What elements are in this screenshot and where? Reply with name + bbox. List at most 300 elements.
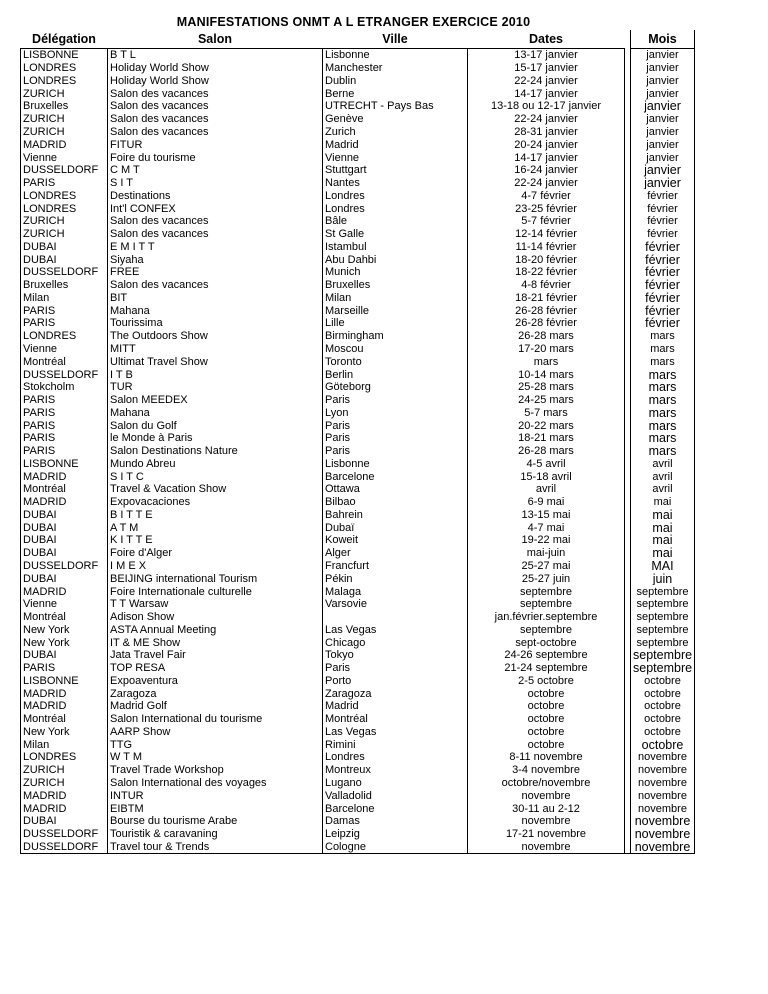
- cell-salon: IT & ME Show: [108, 636, 323, 649]
- cell-mois: novembre: [631, 764, 695, 777]
- cell-delegation: Vienne: [21, 151, 108, 164]
- cell-ville: Chicago: [323, 636, 468, 649]
- cell-delegation: New York: [21, 726, 108, 739]
- cell-ville: Moscou: [323, 343, 468, 356]
- cell-dates: 22-24 janvier: [468, 75, 625, 88]
- table-row: [21, 700, 695, 713]
- cell-mois: janvier: [631, 126, 695, 139]
- cell-salon: W T M: [108, 751, 323, 764]
- cell-delegation: DUSSELDORF: [21, 266, 108, 279]
- cell-salon: Bourse du tourisme Arabe: [108, 815, 323, 828]
- table-row: [21, 445, 695, 458]
- table-row: [21, 636, 695, 649]
- cell-delegation: Bruxelles: [21, 100, 108, 113]
- cell-mois: février: [631, 215, 695, 228]
- cell-mois: février: [631, 240, 695, 253]
- cell-dates: 24-25 mars: [468, 394, 625, 407]
- cell-dates: novembre: [468, 789, 625, 802]
- cell-delegation: MADRID: [21, 585, 108, 598]
- cell-delegation: Montréal: [21, 611, 108, 624]
- cell-mois: janvier: [631, 138, 695, 151]
- cell-salon: Mahana: [108, 304, 323, 317]
- cell-salon: S I T C: [108, 470, 323, 483]
- cell-salon: Siyaha: [108, 253, 323, 266]
- cell-ville: Istambul: [323, 240, 468, 253]
- cell-salon: Ultimat Travel Show: [108, 355, 323, 368]
- cell-dates: mai-juin: [468, 547, 625, 560]
- cell-dates: sept-octobre: [468, 636, 625, 649]
- cell-delegation: Vienne: [21, 598, 108, 611]
- cell-delegation: LISBONNE: [21, 49, 108, 62]
- cell-salon: Mundo Abreu: [108, 458, 323, 471]
- cell-ville: Göteborg: [323, 381, 468, 394]
- cell-delegation: DUSSELDORF: [21, 368, 108, 381]
- cell-ville: Alger: [323, 547, 468, 560]
- cell-salon: BEIJING international Tourism: [108, 572, 323, 585]
- cell-salon: Expoaventura: [108, 675, 323, 688]
- cell-mois: janvier: [631, 62, 695, 75]
- cell-mois: février: [631, 317, 695, 330]
- cell-salon: Salon des vacances: [108, 126, 323, 139]
- cell-delegation: ZURICH: [21, 113, 108, 126]
- cell-ville: Bilbao: [323, 496, 468, 509]
- cell-salon: Madrid Golf: [108, 700, 323, 713]
- cell-dates: 26-28 mars: [468, 330, 625, 343]
- cell-delegation: MADRID: [21, 700, 108, 713]
- table-row: [21, 87, 695, 100]
- cell-ville: Abu Dahbi: [323, 253, 468, 266]
- cell-salon: Salon MEEDEX: [108, 394, 323, 407]
- cell-mois: mars: [631, 381, 695, 394]
- cell-dates: octobre: [468, 738, 625, 751]
- cell-delegation: DUSSELDORF: [21, 840, 108, 853]
- cell-delegation: DUBAI: [21, 649, 108, 662]
- cell-delegation: DUSSELDORF: [21, 164, 108, 177]
- cell-dates: 17-20 mars: [468, 343, 625, 356]
- cell-delegation: DUBAI: [21, 253, 108, 266]
- table-row: [21, 177, 695, 190]
- table-row: [21, 789, 695, 802]
- cell-ville: Londres: [323, 202, 468, 215]
- table-row: [21, 126, 695, 139]
- cell-mois: janvier: [631, 100, 695, 113]
- table-row: [21, 75, 695, 88]
- cell-salon: Adison Show: [108, 611, 323, 624]
- cell-ville: Londres: [323, 751, 468, 764]
- table-row: [21, 470, 695, 483]
- cell-ville: UTRECHT - Pays Bas: [323, 100, 468, 113]
- cell-dates: 22-24 janvier: [468, 113, 625, 126]
- cell-salon: The Outdoors Show: [108, 330, 323, 343]
- cell-delegation: DUBAI: [21, 815, 108, 828]
- cell-dates: novembre: [468, 840, 625, 853]
- cell-delegation: New York: [21, 623, 108, 636]
- cell-dates: septembre: [468, 598, 625, 611]
- cell-ville: Lisbonne: [323, 458, 468, 471]
- table-row: [21, 687, 695, 700]
- cell-mois: avril: [631, 483, 695, 496]
- cell-delegation: Vienne: [21, 343, 108, 356]
- cell-dates: 15-18 avril: [468, 470, 625, 483]
- table-row: [21, 534, 695, 547]
- cell-salon: Salon des vacances: [108, 87, 323, 100]
- cell-mois: janvier: [631, 113, 695, 126]
- table-row: [21, 496, 695, 509]
- cell-dates: 10-14 mars: [468, 368, 625, 381]
- table-row: [21, 100, 695, 113]
- table-row: [21, 560, 695, 573]
- cell-ville: Lille: [323, 317, 468, 330]
- cell-mois: février: [631, 228, 695, 241]
- table-row: [21, 726, 695, 739]
- table-row: [21, 253, 695, 266]
- table-row: [21, 649, 695, 662]
- cell-delegation: MADRID: [21, 802, 108, 815]
- cell-ville: Montréal: [323, 713, 468, 726]
- cell-dates: 30-11 au 2-12: [468, 802, 625, 815]
- cell-delegation: ZURICH: [21, 215, 108, 228]
- table-row: [21, 292, 695, 305]
- cell-ville: Milan: [323, 292, 468, 305]
- cell-delegation: MADRID: [21, 138, 108, 151]
- cell-salon: C M T: [108, 164, 323, 177]
- table-row: [21, 738, 695, 751]
- header-dates: Dates: [468, 30, 625, 49]
- table-row: [21, 330, 695, 343]
- cell-dates: 23-25 février: [468, 202, 625, 215]
- cell-mois: février: [631, 304, 695, 317]
- cell-mois: mars: [631, 330, 695, 343]
- cell-dates: 26-28 mars: [468, 445, 625, 458]
- cell-salon: Holiday World Show: [108, 75, 323, 88]
- cell-salon: Salon des vacances: [108, 215, 323, 228]
- cell-ville: Valladolid: [323, 789, 468, 802]
- cell-salon: INTUR: [108, 789, 323, 802]
- cell-dates: 25-27 mai: [468, 560, 625, 573]
- cell-salon: Salon du Golf: [108, 419, 323, 432]
- cell-dates: 26-28 février: [468, 317, 625, 330]
- cell-ville: Paris: [323, 662, 468, 675]
- cell-ville: Malaga: [323, 585, 468, 598]
- header-row: [21, 30, 695, 49]
- cell-delegation: MADRID: [21, 496, 108, 509]
- cell-mois: novembre: [631, 777, 695, 790]
- table-row: [21, 202, 695, 215]
- cell-salon: Jata Travel Fair: [108, 649, 323, 662]
- header-salon: Salon: [108, 30, 323, 49]
- cell-delegation: Montréal: [21, 483, 108, 496]
- cell-dates: 14-17 janvier: [468, 87, 625, 100]
- table-row: [21, 483, 695, 496]
- cell-ville: Montreux: [323, 764, 468, 777]
- cell-salon: TUR: [108, 381, 323, 394]
- table-row: [21, 304, 695, 317]
- cell-mois: mai: [631, 547, 695, 560]
- cell-ville: Damas: [323, 815, 468, 828]
- cell-mois: mars: [631, 394, 695, 407]
- cell-salon: S I T: [108, 177, 323, 190]
- cell-mois: octobre: [631, 713, 695, 726]
- cell-ville: Pékin: [323, 572, 468, 585]
- table-row: [21, 394, 695, 407]
- cell-dates: octobre: [468, 726, 625, 739]
- cell-salon: FREE: [108, 266, 323, 279]
- cell-delegation: LONDRES: [21, 189, 108, 202]
- cell-delegation: DUBAI: [21, 521, 108, 534]
- cell-delegation: LONDRES: [21, 202, 108, 215]
- cell-delegation: ZURICH: [21, 126, 108, 139]
- cell-mois: mai: [631, 521, 695, 534]
- cell-mois: mars: [631, 355, 695, 368]
- cell-dates: novembre: [468, 815, 625, 828]
- cell-dates: 8-11 novembre: [468, 751, 625, 764]
- cell-ville: Lisbonne: [323, 49, 468, 62]
- cell-mois: novembre: [631, 802, 695, 815]
- table-row: [21, 215, 695, 228]
- cell-salon: A T M: [108, 521, 323, 534]
- table-row: [21, 777, 695, 790]
- cell-mois: septembre: [631, 649, 695, 662]
- table-row: [21, 828, 695, 841]
- header-ville: Ville: [323, 30, 468, 49]
- table-row: [21, 802, 695, 815]
- cell-delegation: DUBAI: [21, 534, 108, 547]
- cell-delegation: ZURICH: [21, 764, 108, 777]
- cell-salon: Destinations: [108, 189, 323, 202]
- cell-dates: octobre: [468, 700, 625, 713]
- cell-delegation: PARIS: [21, 177, 108, 190]
- cell-delegation: Milan: [21, 738, 108, 751]
- cell-salon: Tourissima: [108, 317, 323, 330]
- cell-salon: Holiday World Show: [108, 62, 323, 75]
- cell-mois: avril: [631, 470, 695, 483]
- table-row: [21, 572, 695, 585]
- cell-salon: ASTA Annual Meeting: [108, 623, 323, 636]
- cell-dates: 25-27 juin: [468, 572, 625, 585]
- cell-delegation: PARIS: [21, 419, 108, 432]
- cell-dates: 6-9 mai: [468, 496, 625, 509]
- cell-delegation: ZURICH: [21, 777, 108, 790]
- cell-dates: jan.février.septembre: [468, 611, 625, 624]
- cell-dates: 17-21 novembre: [468, 828, 625, 841]
- cell-dates: 3-4 novembre: [468, 764, 625, 777]
- cell-salon: AARP Show: [108, 726, 323, 739]
- table-row: [21, 368, 695, 381]
- cell-dates: septembre: [468, 585, 625, 598]
- cell-mois: février: [631, 202, 695, 215]
- cell-dates: 5-7 mars: [468, 406, 625, 419]
- cell-dates: octobre/novembre: [468, 777, 625, 790]
- cell-mois: février: [631, 292, 695, 305]
- cell-dates: 19-22 mai: [468, 534, 625, 547]
- cell-salon: TTG: [108, 738, 323, 751]
- cell-mois: mai: [631, 496, 695, 509]
- cell-mois: février: [631, 279, 695, 292]
- table-row: [21, 62, 695, 75]
- table-row: [21, 815, 695, 828]
- cell-dates: 4-5 avril: [468, 458, 625, 471]
- cell-ville: Berlin: [323, 368, 468, 381]
- cell-delegation: LISBONNE: [21, 675, 108, 688]
- cell-delegation: MADRID: [21, 687, 108, 700]
- cell-delegation: DUSSELDORF: [21, 828, 108, 841]
- cell-ville: Munich: [323, 266, 468, 279]
- table-row: [21, 189, 695, 202]
- cell-mois: mai: [631, 534, 695, 547]
- cell-mois: janvier: [631, 87, 695, 100]
- cell-ville: Lyon: [323, 406, 468, 419]
- cell-mois: mars: [631, 406, 695, 419]
- cell-delegation: PARIS: [21, 406, 108, 419]
- cell-salon: Travel Trade Workshop: [108, 764, 323, 777]
- cell-ville: Las Vegas: [323, 623, 468, 636]
- cell-salon: TOP RESA: [108, 662, 323, 675]
- cell-dates: 18-22 février: [468, 266, 625, 279]
- cell-dates: octobre: [468, 713, 625, 726]
- cell-delegation: DUSSELDORF: [21, 560, 108, 573]
- table-row: [21, 228, 695, 241]
- table-row: [21, 751, 695, 764]
- cell-delegation: Montréal: [21, 355, 108, 368]
- cell-ville: Leipzig: [323, 828, 468, 841]
- cell-dates: 4-7 février: [468, 189, 625, 202]
- cell-salon: Zaragoza: [108, 687, 323, 700]
- cell-mois: avril: [631, 458, 695, 471]
- cell-salon: MITT: [108, 343, 323, 356]
- cell-mois: septembre: [631, 598, 695, 611]
- table-row: [21, 406, 695, 419]
- cell-salon: E M I T T: [108, 240, 323, 253]
- table-row: [21, 164, 695, 177]
- cell-dates: 20-22 mars: [468, 419, 625, 432]
- cell-delegation: LONDRES: [21, 75, 108, 88]
- cell-mois: novembre: [631, 840, 695, 853]
- cell-mois: novembre: [631, 815, 695, 828]
- cell-mois: octobre: [631, 726, 695, 739]
- cell-delegation: Stokcholm: [21, 381, 108, 394]
- table-row: [21, 317, 695, 330]
- cell-ville: Bruxelles: [323, 279, 468, 292]
- cell-mois: janvier: [631, 164, 695, 177]
- cell-delegation: Montréal: [21, 713, 108, 726]
- cell-ville: Genève: [323, 113, 468, 126]
- cell-mois: janvier: [631, 177, 695, 190]
- cell-salon: I M E X: [108, 560, 323, 573]
- cell-delegation: DUBAI: [21, 240, 108, 253]
- cell-dates: 18-20 février: [468, 253, 625, 266]
- table-row: [21, 49, 695, 62]
- cell-delegation: LONDRES: [21, 751, 108, 764]
- cell-dates: 14-17 janvier: [468, 151, 625, 164]
- cell-ville: Toronto: [323, 355, 468, 368]
- cell-ville: Londres: [323, 189, 468, 202]
- table-row: [21, 713, 695, 726]
- table-body: [21, 49, 695, 854]
- cell-salon: Travel tour & Trends: [108, 840, 323, 853]
- cell-salon: Touristik & caravaning: [108, 828, 323, 841]
- cell-delegation: PARIS: [21, 432, 108, 445]
- table-row: [21, 598, 695, 611]
- cell-mois: novembre: [631, 789, 695, 802]
- cell-ville: Barcelone: [323, 802, 468, 815]
- cell-mois: juin: [631, 572, 695, 585]
- cell-dates: 4-7 mai: [468, 521, 625, 534]
- events-table: [20, 30, 695, 854]
- table-row: [21, 113, 695, 126]
- cell-mois: février: [631, 189, 695, 202]
- cell-mois: octobre: [631, 738, 695, 751]
- cell-salon: le Monde à Paris: [108, 432, 323, 445]
- table-row: [21, 138, 695, 151]
- cell-dates: 13-17 janvier: [468, 49, 625, 62]
- cell-ville: [323, 611, 468, 624]
- table-row: [21, 279, 695, 292]
- cell-delegation: LONDRES: [21, 330, 108, 343]
- cell-delegation: ZURICH: [21, 228, 108, 241]
- cell-dates: 11-14 février: [468, 240, 625, 253]
- table-row: [21, 419, 695, 432]
- table-row: [21, 840, 695, 853]
- cell-delegation: PARIS: [21, 394, 108, 407]
- cell-dates: 16-24 janvier: [468, 164, 625, 177]
- cell-salon: Travel & Vacation Show: [108, 483, 323, 496]
- cell-ville: Manchester: [323, 62, 468, 75]
- cell-salon: EIBTM: [108, 802, 323, 815]
- cell-salon: K I T T E: [108, 534, 323, 547]
- cell-ville: Paris: [323, 445, 468, 458]
- cell-delegation: LONDRES: [21, 62, 108, 75]
- cell-salon: FITUR: [108, 138, 323, 151]
- header-delegation: Délégation: [21, 30, 108, 49]
- cell-salon: Salon des vacances: [108, 113, 323, 126]
- table-row: [21, 151, 695, 164]
- table-row: [21, 547, 695, 560]
- cell-salon: Salon Destinations Nature: [108, 445, 323, 458]
- table-row: [21, 585, 695, 598]
- cell-mois: octobre: [631, 687, 695, 700]
- cell-salon: Foire d'Alger: [108, 547, 323, 560]
- cell-mois: octobre: [631, 700, 695, 713]
- table-row: [21, 521, 695, 534]
- cell-ville: Marseille: [323, 304, 468, 317]
- cell-dates: 2-5 octobre: [468, 675, 625, 688]
- cell-delegation: MADRID: [21, 470, 108, 483]
- cell-ville: Koweit: [323, 534, 468, 547]
- cell-salon: Salon des vacances: [108, 279, 323, 292]
- cell-ville: Paris: [323, 394, 468, 407]
- cell-ville: Bâle: [323, 215, 468, 228]
- cell-ville: Varsovie: [323, 598, 468, 611]
- cell-ville: Vienne: [323, 151, 468, 164]
- cell-ville: Porto: [323, 675, 468, 688]
- cell-ville: Las Vegas: [323, 726, 468, 739]
- cell-ville: Zaragoza: [323, 687, 468, 700]
- cell-dates: 21-24 septembre: [468, 662, 625, 675]
- cell-dates: avril: [468, 483, 625, 496]
- cell-delegation: PARIS: [21, 317, 108, 330]
- table-row: [21, 623, 695, 636]
- cell-dates: 18-21 mars: [468, 432, 625, 445]
- table-row: [21, 458, 695, 471]
- cell-salon: B T L: [108, 49, 323, 62]
- table-row: [21, 343, 695, 356]
- cell-delegation: LISBONNE: [21, 458, 108, 471]
- cell-delegation: Milan: [21, 292, 108, 305]
- cell-mois: mars: [631, 343, 695, 356]
- cell-mois: février: [631, 266, 695, 279]
- cell-ville: Ottawa: [323, 483, 468, 496]
- cell-salon: Int'l CONFEX: [108, 202, 323, 215]
